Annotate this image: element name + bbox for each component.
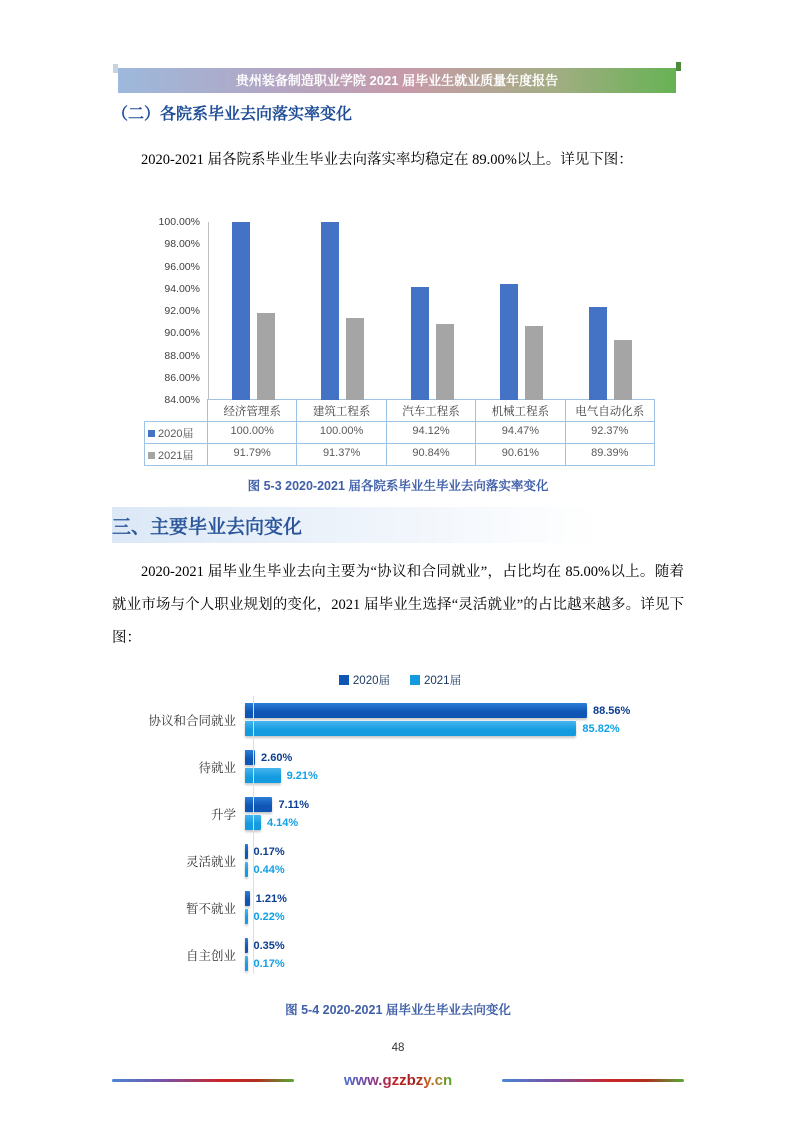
y-axis-tick-label: 96.00% (164, 260, 200, 273)
chart1-plot-area (145, 216, 655, 406)
bar-value-label: 4.14% (266, 816, 299, 829)
legend-label: 2020届 (352, 675, 390, 687)
bar (232, 222, 250, 400)
category-label: 待就业 (198, 760, 236, 775)
footer-website-url: www.gzzbzy.cn (343, 1072, 453, 1089)
figure-5-4-caption: 图 5-4 2020-2021 届毕业生毕业去向变化 (285, 1003, 511, 1017)
section-heading-2: （二）各院系毕业去向落实率变化 (112, 106, 353, 123)
bar (589, 307, 607, 400)
table-value-cell: 100.00% (296, 421, 386, 444)
bar (245, 844, 248, 859)
y-axis-tick-label: 86.00% (164, 371, 200, 384)
bar (321, 222, 339, 400)
category-label: 自主创业 (185, 948, 236, 963)
bar (245, 909, 248, 924)
bar-line (245, 750, 655, 765)
category-row (145, 931, 655, 978)
bar-value-label: 0.17% (253, 845, 285, 858)
section3-paragraph: 2020-2021 届毕业生毕业去向主要为“协议和合同就业”，占比均在 85.00%以上。随着就业市场与个人职业规划的变化，2021 届毕业生选择“灵活就业”的占比越来越多。详见下图： (112, 564, 684, 646)
y-axis-tick-label: 90.00% (164, 327, 200, 340)
bar-line (245, 956, 655, 971)
section-heading-3: 三、主要毕业去向变化 (112, 516, 303, 538)
category-label: 协议和合同就业 (148, 713, 236, 728)
bar (245, 891, 250, 906)
bar-line (245, 938, 655, 953)
bar (245, 938, 248, 953)
bar-pair (245, 703, 655, 736)
bar (245, 721, 576, 736)
bar-value-label: 1.21% (255, 892, 287, 905)
bar-line (245, 891, 655, 906)
table-value-cell: 89.39% (565, 443, 655, 466)
bar-value-label: 9.21% (286, 769, 318, 782)
chart-graduation-destination (145, 672, 655, 978)
bar (245, 768, 281, 783)
bar-value-label: 85.82% (582, 722, 620, 735)
y-axis-tick-label: 100.00% (158, 216, 200, 228)
category-label: 升学 (210, 807, 236, 822)
page-footer (112, 1072, 684, 1089)
bar-group (477, 222, 566, 400)
y-axis-tick-label: 92.00% (164, 305, 200, 317)
legend-label: 2021届 (424, 675, 462, 687)
footer-gradient-line-right (502, 1079, 684, 1082)
bar (411, 287, 429, 400)
bar-group (209, 222, 298, 400)
bar (245, 797, 272, 812)
bar-pair (245, 750, 655, 783)
bar (245, 956, 248, 971)
footer-gradient-line-left (112, 1079, 294, 1082)
table-category-header: 机械工程系 (475, 399, 565, 422)
bar-group (566, 222, 655, 400)
legend-item (339, 672, 390, 688)
page-number: 48 (391, 1042, 405, 1054)
table-value-cell: 90.61% (475, 443, 565, 466)
bar (245, 862, 248, 877)
bar-line (245, 703, 655, 718)
bar-value-label: 88.56% (593, 704, 631, 717)
table-value-cell: 91.37% (296, 443, 386, 466)
table-value-cell: 90.84% (386, 443, 476, 466)
bar (245, 703, 587, 718)
bar-value-label: 7.11% (278, 798, 310, 811)
legend-swatch (410, 675, 420, 685)
table-value-cell: 94.12% (386, 421, 476, 444)
series-name: 2020届 (158, 428, 194, 440)
bar-line (245, 721, 655, 736)
category-row (145, 743, 655, 790)
section2-paragraph: 2020-2021 届各院系毕业生毕业去向落实率均稳定在 89.00%以上。详见下图： (141, 152, 633, 168)
table-value-cell: 91.79% (207, 443, 297, 466)
chart2-bars-area (145, 696, 655, 978)
bar (525, 326, 543, 400)
y-axis-tick-label: 94.00% (164, 282, 200, 295)
bar-value-label: 0.35% (253, 939, 285, 952)
bar-group (387, 222, 476, 400)
bar-line (245, 797, 655, 812)
table-category-header: 电气自动化系 (565, 399, 655, 422)
legend-swatch (339, 675, 349, 685)
bar (500, 284, 518, 400)
table-category-header: 汽车工程系 (386, 399, 476, 422)
category-label: 暂不就业 (185, 901, 236, 916)
chart1-data-table (145, 400, 655, 466)
table-value-cell: 94.47% (475, 421, 565, 444)
bar-pair (245, 938, 655, 971)
chart2-legend (145, 672, 655, 688)
bar (436, 324, 454, 400)
bar-line (245, 909, 655, 924)
table-value-cell: 100.00% (207, 421, 297, 444)
y-axis-tick-label: 84.00% (164, 394, 200, 406)
table-series-label (144, 421, 208, 444)
bar-value-label: 0.17% (253, 957, 285, 970)
bar-value-label: 0.22% (253, 910, 285, 923)
bar (614, 340, 632, 400)
bar-pair (245, 891, 655, 924)
y-axis-tick-label: 88.00% (164, 349, 200, 362)
y-axis-tick-label: 98.00% (164, 238, 200, 251)
chart1-y-axis (145, 216, 208, 406)
category-row (145, 884, 655, 931)
section-heading-3-band (112, 507, 684, 543)
series-marker (148, 452, 155, 459)
series-marker (148, 430, 155, 437)
bar-pair (245, 797, 655, 830)
page-header-ribbon (118, 68, 676, 93)
series-name: 2021届 (158, 450, 194, 462)
category-row (145, 696, 655, 743)
category-label: 灵活就业 (185, 854, 236, 869)
chart-departments-employment-rate (145, 216, 655, 466)
bar-line (245, 862, 655, 877)
table-series-label (144, 443, 208, 466)
bar (257, 313, 275, 400)
chart2-axis-baseline (253, 696, 254, 974)
bar (346, 318, 364, 400)
bar-pair (245, 844, 655, 877)
bar-line (245, 815, 655, 830)
table-category-header: 建筑工程系 (296, 399, 386, 422)
chart1-bars (208, 222, 655, 400)
report-title: 贵州装备制造职业学院 2021 届毕业生就业质量年度报告 (235, 73, 559, 88)
bar-line (245, 768, 655, 783)
bar-group (298, 222, 387, 400)
bar-value-label: 2.60% (261, 751, 293, 764)
category-row (145, 837, 655, 884)
category-row (145, 790, 655, 837)
figure-5-3-caption: 图 5-3 2020-2021 届各院系毕业生毕业去向落实率变化 (247, 479, 549, 493)
table-value-cell: 92.37% (565, 421, 655, 444)
table-category-header: 经济管理系 (207, 399, 297, 422)
legend-item (410, 672, 461, 688)
bar-value-label: 0.44% (253, 863, 285, 876)
bar-line (245, 844, 655, 859)
